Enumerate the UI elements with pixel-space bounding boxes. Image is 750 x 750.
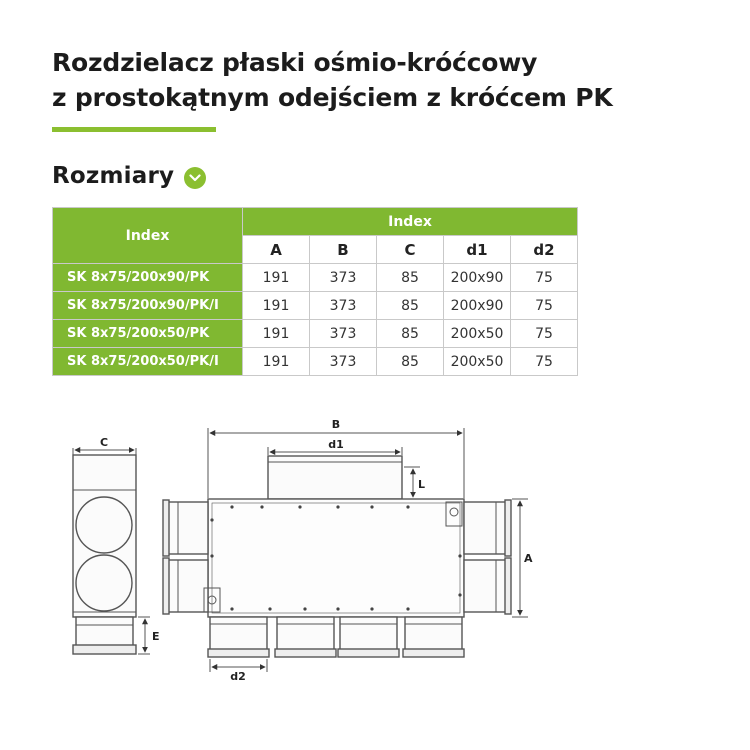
cell-d2: 75 [511,348,578,376]
label-e: E [152,630,160,643]
label-a: A [524,552,533,565]
label-c: C [99,436,109,449]
cell-d2: 75 [511,292,578,320]
cell-c: 85 [377,264,444,292]
column-header-b: B [310,236,377,264]
column-header-a: A [243,236,310,264]
section-heading-label: Rozmiary [52,163,175,189]
cell-a: 191 [243,292,310,320]
cell-d1: 200x90 [444,292,511,320]
label-d2: d2 [230,670,246,683]
column-header-d2: d2 [511,236,578,264]
row-index: SK 8x75/200x50/PK/I [53,348,243,376]
column-header-d1: d1 [444,236,511,264]
row-index: SK 8x75/200x50/PK [53,320,243,348]
title-line-2: z prostokątnym odejściem z króćcem PK [52,83,613,112]
cell-a: 191 [243,320,310,348]
cell-d1: 200x90 [444,264,511,292]
side-view [73,448,150,654]
cell-b: 373 [310,320,377,348]
index-group-header: Index [243,208,578,236]
label-b: B [331,418,341,431]
row-index: SK 8x75/200x90/PK/I [53,292,243,320]
row-index: SK 8x75/200x90/PK [53,264,243,292]
cell-b: 373 [310,348,377,376]
label-d1: d1 [328,438,344,451]
cell-d2: 75 [511,320,578,348]
cell-c: 85 [377,348,444,376]
index-column-header: Index [53,208,243,264]
cell-c: 85 [377,292,444,320]
cell-a: 191 [243,348,310,376]
cell-a: 191 [243,264,310,292]
label-l: L [418,478,426,491]
column-header-c: C [377,236,444,264]
cell-d1: 200x50 [444,320,511,348]
front-view [163,428,528,672]
cell-d1: 200x50 [444,348,511,376]
cell-b: 373 [310,264,377,292]
cell-d2: 75 [511,264,578,292]
cell-c: 85 [377,320,444,348]
title-line-1: Rozdzielacz płaski ośmio-króćcowy [52,48,538,77]
cell-b: 373 [310,292,377,320]
